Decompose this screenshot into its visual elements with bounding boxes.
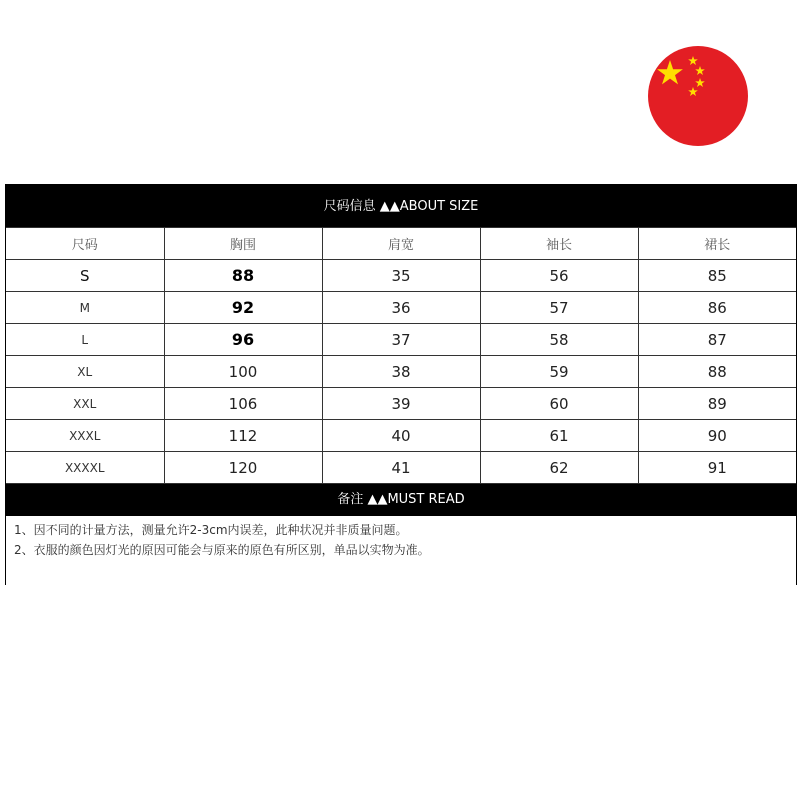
- table-row: [6, 324, 796, 356]
- table-cell: L: [6, 324, 164, 356]
- notes-section: [6, 516, 796, 585]
- table-row: [6, 260, 796, 292]
- table-cell: 89: [638, 388, 796, 420]
- note-item: 1、因不同的计量方法，测量允许2-3cm内误差，此种状况并非质量问题。: [14, 523, 408, 537]
- table-row: [6, 452, 796, 484]
- table-cell: 91: [638, 452, 796, 484]
- table-cell: 106: [164, 388, 322, 420]
- size-table: [6, 227, 796, 484]
- china-flag-icon: [648, 46, 748, 146]
- table-row: [6, 292, 796, 324]
- size-chart-header: 尺码信息 ▲▲ABOUT SIZE: [6, 184, 796, 227]
- table-cell: 100: [164, 356, 322, 388]
- table-cell: 40: [322, 420, 480, 452]
- table-cell: 86: [638, 292, 796, 324]
- note-item: 2、衣服的颜色因灯光的原因可能会与原来的原色有所区别，单品以实物为准。: [14, 543, 430, 557]
- table-cell: 96: [164, 324, 322, 356]
- table-cell: S: [6, 260, 164, 292]
- table-cell: 85: [638, 260, 796, 292]
- table-cell: 37: [322, 324, 480, 356]
- table-cell: 90: [638, 420, 796, 452]
- table-cell: 120: [164, 452, 322, 484]
- table-cell: 59: [480, 356, 638, 388]
- table-cell: 92: [164, 292, 322, 324]
- table-row: [6, 356, 796, 388]
- table-cell: XXL: [6, 388, 164, 420]
- table-cell: 38: [322, 356, 480, 388]
- column-header: 胸围: [164, 228, 322, 260]
- table-cell: 61: [480, 420, 638, 452]
- table-cell: 39: [322, 388, 480, 420]
- notes-header: 备注 ▲▲MUST READ: [6, 484, 796, 516]
- table-cell: XXXXL: [6, 452, 164, 484]
- column-header: 裙长: [638, 228, 796, 260]
- table-cell: 88: [638, 356, 796, 388]
- table-cell: 57: [480, 292, 638, 324]
- column-header: 袖长: [480, 228, 638, 260]
- table-cell: 112: [164, 420, 322, 452]
- table-row: [6, 420, 796, 452]
- table-cell: 41: [322, 452, 480, 484]
- table-header-row: [6, 228, 796, 260]
- column-header: 尺码: [6, 228, 164, 260]
- table-cell: XL: [6, 356, 164, 388]
- table-cell: 56: [480, 260, 638, 292]
- table-cell: 88: [164, 260, 322, 292]
- table-cell: 62: [480, 452, 638, 484]
- size-chart: [5, 184, 797, 585]
- table-cell: 60: [480, 388, 638, 420]
- table-cell: M: [6, 292, 164, 324]
- table-cell: 35: [322, 260, 480, 292]
- column-header: 肩宽: [322, 228, 480, 260]
- table-cell: 87: [638, 324, 796, 356]
- table-cell: 36: [322, 292, 480, 324]
- table-row: [6, 388, 796, 420]
- table-cell: XXXL: [6, 420, 164, 452]
- table-cell: 58: [480, 324, 638, 356]
